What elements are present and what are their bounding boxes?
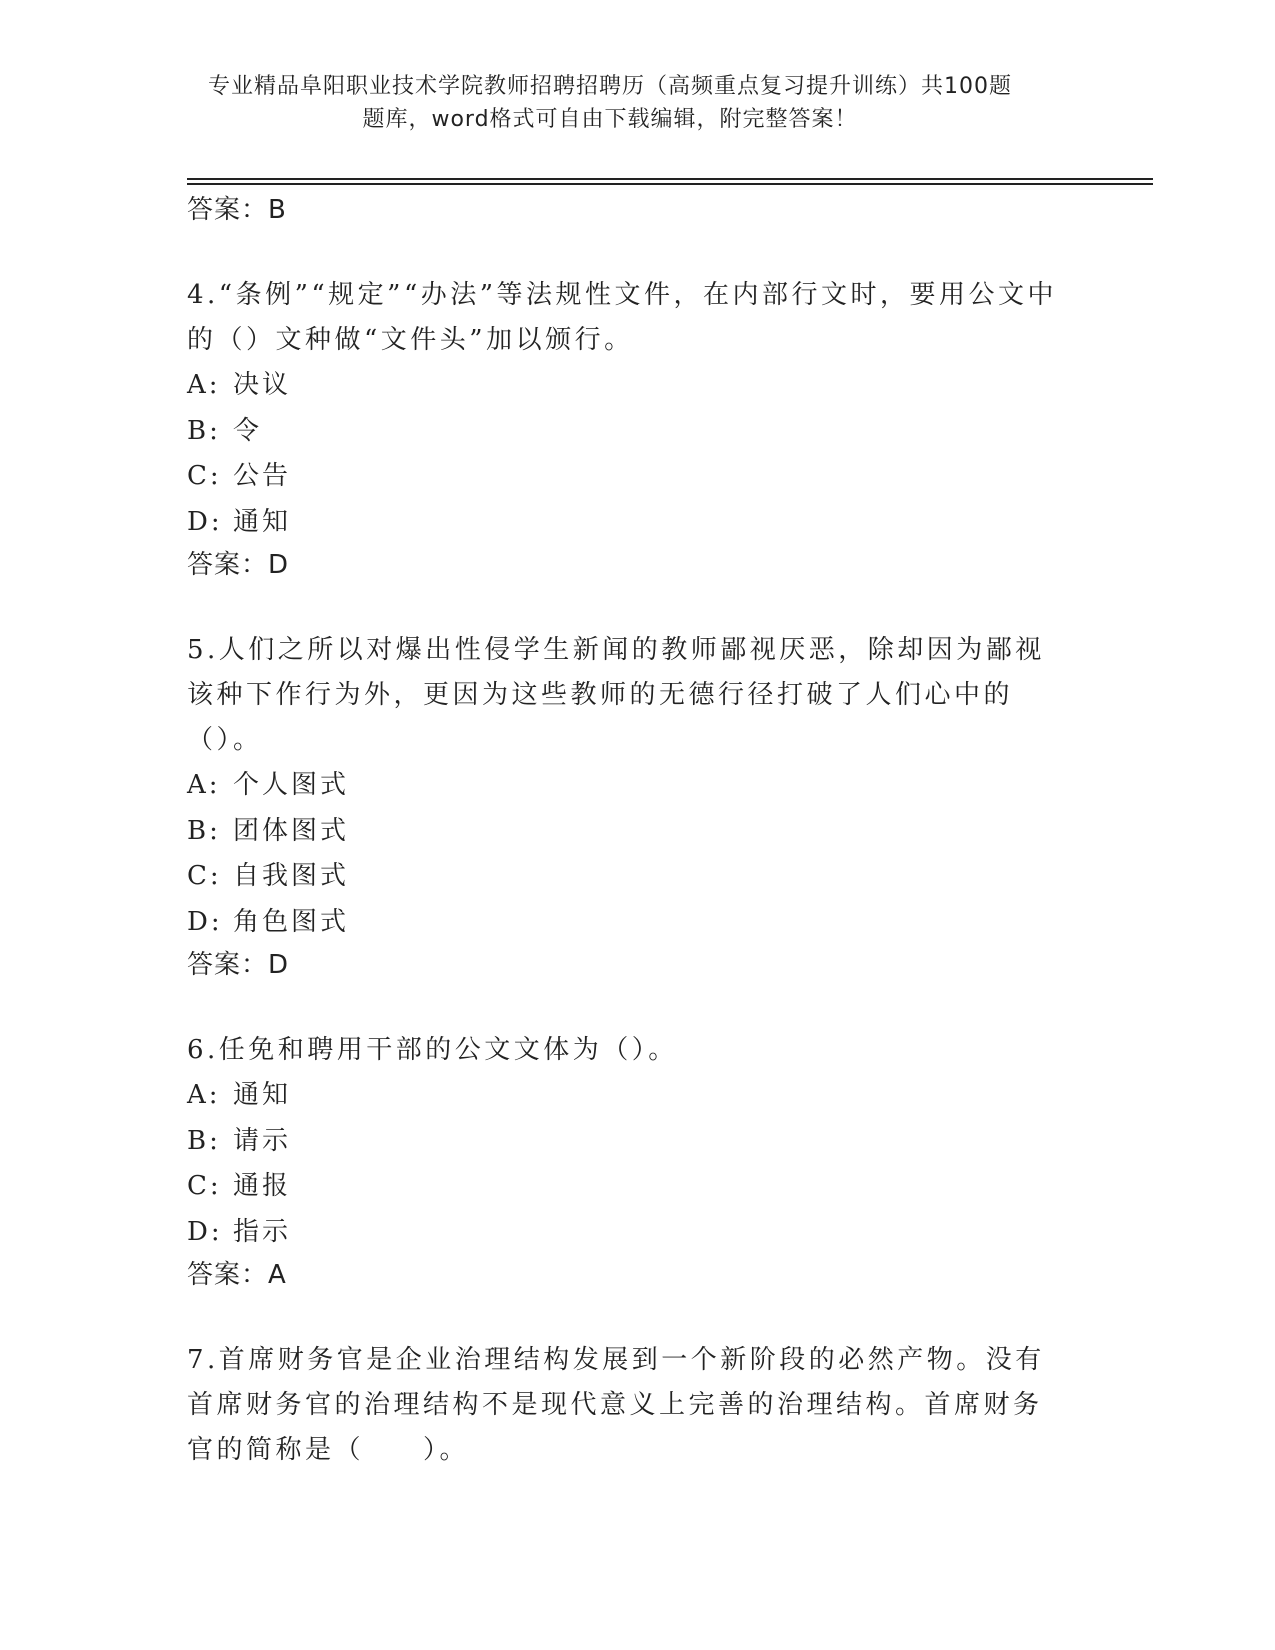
document-header (150, 70, 1070, 136)
option-text: 令 (233, 415, 263, 446)
option-letter: A: (187, 370, 221, 400)
question-list (187, 190, 1067, 1473)
option-letter: A: (187, 1080, 221, 1110)
question-7 (187, 1338, 1067, 1473)
option-letter: A: (187, 770, 221, 800)
option-text: 自我图式 (233, 861, 350, 891)
option-letter: D: (187, 1216, 223, 1247)
option-text: 通知 (233, 506, 292, 537)
header-title-line-2: 题库，word格式可自由下载编辑，附完整答案！ (362, 107, 858, 132)
option-letter: B: (187, 1125, 221, 1156)
option-letter: C: (187, 461, 222, 491)
option-letter: C: (187, 1171, 222, 1201)
header-rule-bottom (187, 183, 1153, 185)
option-a (187, 1073, 1067, 1119)
header-rule-top (187, 178, 1153, 180)
option-text: 决议 (233, 370, 292, 400)
option-text: 通报 (233, 1171, 292, 1201)
option-c (187, 854, 1067, 900)
option-letter: B: (187, 815, 221, 846)
answer-line: 答案：D (187, 950, 290, 980)
option-b (187, 1119, 1067, 1165)
option-a (187, 363, 1067, 409)
option-d (187, 1210, 1067, 1256)
question-stem: 5.人们之所以对爆出性侵学生新闻的教师鄙视厌恶，除却因为鄙视该种下作行为外，更因为这些教师的无德行径打破了人们心中的（）。 (187, 635, 1045, 755)
option-b (187, 409, 1067, 455)
option-text: 指示 (233, 1216, 292, 1247)
option-d (187, 500, 1067, 546)
option-text: 通知 (233, 1080, 292, 1110)
option-c (187, 1164, 1067, 1210)
header-title-line-1: 专业精品阜阳职业技术学院教师招聘招聘历（高频重点复习提升训练）共100题 (208, 74, 1012, 99)
option-letter: D: (187, 506, 223, 537)
option-letter: D: (187, 906, 223, 937)
answer-line: 答案：D (187, 550, 290, 580)
answer-line: 答案：B (187, 195, 287, 225)
option-text: 个人图式 (233, 770, 350, 800)
question-stem: 7.首席财务官是企业治理结构发展到一个新阶段的必然产物。没有首席财务官的治理结构不是现代意义上完善的治理结构。首席财务官的简称是（ ）。 (187, 1345, 1045, 1465)
option-b (187, 809, 1067, 855)
option-text: 请示 (233, 1125, 292, 1156)
question-6 (187, 1028, 1067, 1295)
option-d (187, 900, 1067, 946)
option-letter: C: (187, 861, 222, 891)
question-5 (187, 628, 1067, 985)
answer-line: 答案：A (187, 1260, 287, 1290)
option-a (187, 763, 1067, 809)
option-text: 公告 (233, 461, 292, 491)
option-text: 团体图式 (233, 815, 350, 846)
option-letter: B: (187, 415, 221, 446)
question-stem: 6.任免和聘用干部的公文文体为（）。 (187, 1035, 678, 1065)
option-c (187, 454, 1067, 500)
option-text: 角色图式 (233, 906, 350, 937)
question-stem: 4.“条例”“规定”“办法”等法规性文件，在内部行文时，要用公文中的（）文种做“文件头”加以颁行。 (187, 280, 1058, 355)
question-4 (187, 273, 1067, 585)
